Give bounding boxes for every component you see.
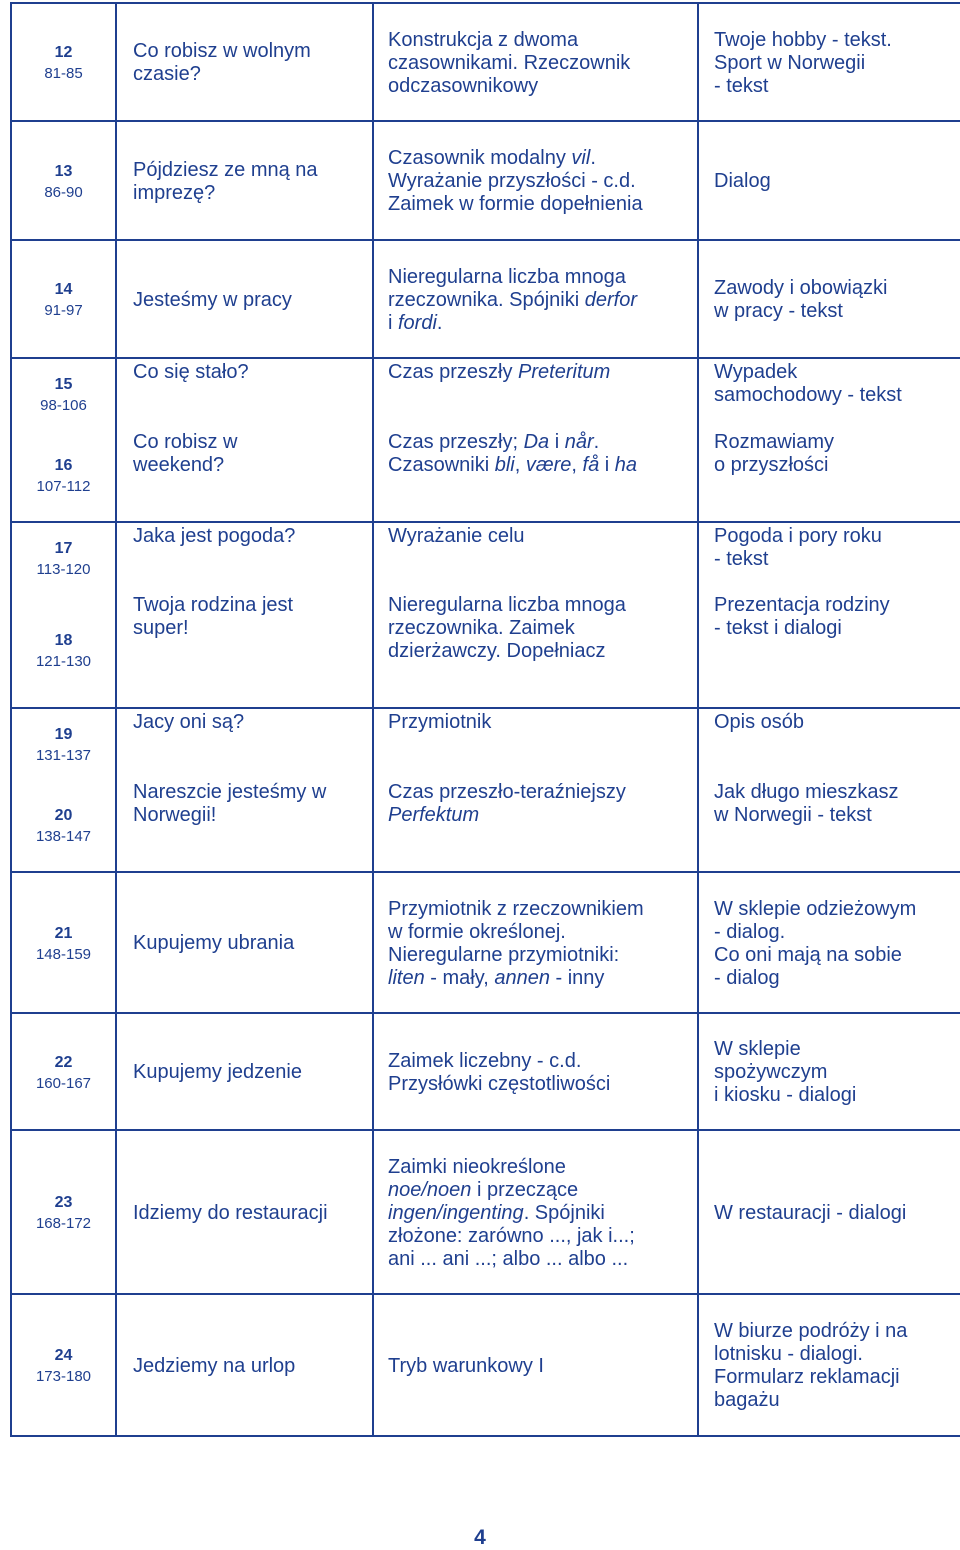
grammar-segment: ingen/ingenting [388,1201,524,1224]
lesson-title-text: Pójdziesz ze mną na imprezę? [133,158,318,204]
lesson-number [12,1338,115,1392]
grammar-topic [374,264,697,335]
cell-content [374,1131,697,1293]
communication-cell [698,121,960,240]
lesson-number-cell [11,240,116,358]
lesson-number [12,592,115,707]
grammar-topic [374,27,697,98]
cell-content [374,241,697,357]
lesson-number [12,523,115,592]
grammar-segment: Konstrukcja z dwoma czasownikami. Rzeczownik odczasownikowy [388,28,631,97]
page-range: 91-97 [44,302,83,319]
grammar-topic [374,1353,697,1378]
grammar-segment: Perfektum [388,804,480,826]
grammar-segment: Zaimek liczebny - c.d. Przysłówki częstotliwości [388,1049,611,1095]
grammar-topic [374,592,697,707]
lesson-row [11,358,960,522]
cell-content [12,1295,115,1435]
cell-content [374,1014,697,1129]
lesson-row [11,121,960,240]
cell-content [374,523,697,707]
communication-topic [699,1318,960,1412]
lesson-title [117,779,372,871]
lesson-title-cell [116,1294,373,1436]
grammar-segment: i [549,431,565,453]
lesson-row [11,708,960,872]
lesson-title-text: Kupujemy ubrania [133,932,295,954]
cell-content [374,1295,697,1435]
communication-cell [698,3,960,121]
lesson-title-cell [116,358,373,522]
grammar-segment: liten [388,966,425,989]
lesson-title [117,1059,372,1084]
cell-content [117,122,372,239]
grammar-segment: Czas przeszły; [388,431,524,453]
grammar-text [388,525,689,548]
lesson-title [117,523,372,592]
lesson-number-cell [11,3,116,121]
communication-topic [699,523,960,592]
lesson-number-text: 18 [54,631,73,649]
communication-text: Zawody i obowiązki w pracy - tekst [714,277,888,322]
lesson-number [12,359,115,429]
grammar-segment: når [564,431,594,453]
lesson-title-text: Jacy oni są? [133,711,245,733]
page-range: 98-106 [40,397,87,414]
page-number: 4 [474,1526,486,1549]
grammar-segment: Da [523,431,550,453]
lesson-title [117,930,372,955]
lesson-number-text: 13 [54,162,73,180]
lesson-title-cell [116,121,373,240]
grammar-cell [373,1294,698,1436]
grammar-text [388,431,689,477]
grammar-topic [374,779,697,871]
grammar-segment: annen [494,966,550,989]
lesson-number [12,1045,115,1099]
lesson-title-text: Co robisz w weekend? [133,431,238,476]
lesson-title [117,1200,372,1225]
lesson-row [11,872,960,1013]
cell-content [374,709,697,871]
communication-topic [699,1200,960,1225]
lesson-number-text: 21 [54,924,73,942]
lesson-number-text: 24 [54,1347,73,1364]
lesson-number [12,779,115,871]
lesson-title-cell [116,872,373,1013]
grammar-cell [373,3,698,121]
lesson-title-text: Jaka jest pogoda? [133,525,296,547]
communication-topic [699,359,960,429]
grammar-segment: Czasownik modalny [388,147,572,169]
grammar-segment: Przymiotnik [388,711,492,733]
grammar-cell [373,1013,698,1130]
grammar-segment: Przymiotnik z rzeczownikiem w formie określonej. Nieregularne przymiotniki: [388,897,644,966]
page-range: 107-112 [36,478,91,495]
grammar-segment: Zaimki nieokreślone [388,1155,566,1178]
grammar-segment: . Czasowniki [388,431,600,476]
grammar-segment: få [582,454,600,476]
cell-content [374,873,697,1012]
communication-text: W restauracji - dialogi [714,1201,907,1224]
page-range: 160-167 [35,1074,92,1092]
grammar-segment: Czas przeszło-teraźniejszy [388,781,626,803]
grammar-segment: Nieregularna liczba mnoga rzeczownika. Zaimek dzierżawczy. Dopełniacz [388,594,626,662]
grammar-segment: Preteritum [518,361,611,383]
lesson-title-cell [116,1013,373,1130]
communication-topic [699,896,960,990]
cell-content [12,1014,115,1129]
grammar-segment: i [599,454,615,476]
grammar-cell [373,121,698,240]
communication-cell [698,1130,960,1294]
grammar-text [388,1050,689,1096]
cell-content [117,1014,372,1129]
communication-text: Wypadek samochodowy - tekst [714,361,902,406]
lesson-title [117,38,372,86]
lesson-number [12,154,115,208]
lesson-title-cell [116,522,373,708]
cell-content [699,4,960,120]
table-of-contents [10,2,960,1437]
grammar-cell [373,522,698,708]
grammar-segment: , [571,454,583,476]
communication-cell [698,522,960,708]
cell-content [374,359,697,521]
grammar-cell [373,1130,698,1294]
grammar-text [388,898,689,990]
grammar-segment: - inny [549,966,605,989]
grammar-segment: - mały, [424,966,495,989]
page-range: 121-130 [35,652,92,670]
lesson-title-text: Jesteśmy w pracy [133,288,292,311]
communication-cell [698,708,960,872]
grammar-segment: , [514,454,526,476]
lesson-number-text: 23 [54,1194,73,1211]
page-range: 113-120 [36,560,91,578]
grammar-text [388,361,689,384]
grammar-segment: derfor [584,288,637,311]
cell-content [699,241,960,357]
cell-content [699,1014,960,1129]
lesson-title [117,592,372,707]
communication-topic [699,27,960,98]
lesson-title-text: Idziemy do restauracji [133,1201,328,1224]
cell-content [699,709,960,871]
grammar-text [388,781,689,827]
page-range: 168-172 [35,1215,92,1232]
grammar-segment: bli [494,454,515,476]
lesson-number-text: 14 [54,281,73,298]
grammar-segment: Wyrażanie celu [388,525,525,547]
communication-cell [698,1013,960,1130]
lesson-number [12,429,115,521]
grammar-text [388,29,689,98]
cell-content [12,523,115,707]
page-range: 131-137 [35,747,92,764]
grammar-topic [374,523,697,592]
communication-text: Pogoda i pory roku - tekst [714,525,882,570]
lesson-title-cell [116,240,373,358]
grammar-cell [373,708,698,872]
grammar-segment: . [436,311,443,334]
page-range: 138-147 [35,828,92,845]
lesson-title [117,157,372,205]
grammar-topic [374,1154,697,1271]
communication-text: W biurze podróży i na lotnisku - dialogi. Formularz reklamacji bagażu [714,1320,908,1411]
cell-content [117,1295,372,1435]
lesson-title-text: Kupujemy jedzenie [133,1061,302,1083]
lesson-title [117,359,372,429]
lesson-row [11,522,960,708]
lesson-title [117,429,372,521]
cell-content [699,122,960,239]
lesson-title-cell [116,1130,373,1294]
lesson-number-text: 15 [54,376,73,393]
page-range: 86-90 [44,183,83,201]
cell-content [117,709,372,871]
page-range: 148-159 [35,945,92,963]
grammar-segment: i przeczące [476,1178,579,1201]
communication-topic [699,779,960,871]
lesson-title-text: Twoja rodzina jest super! [133,594,294,639]
communication-text: Jak długo mieszkasz w Norwegii - tekst [714,781,899,826]
cell-content [12,122,115,239]
lesson-row [11,1013,960,1130]
cell-content [699,359,960,521]
lesson-number-text: 16 [54,457,73,474]
communication-cell [698,358,960,522]
grammar-text [388,594,689,663]
lesson-number [12,272,115,326]
lesson-number-cell [11,121,116,240]
lesson-number-text: 20 [54,807,73,824]
grammar-text [388,266,689,335]
communication-text: Rozmawiamy o przyszłości [714,431,835,476]
communication-cell [698,872,960,1013]
cell-content [699,873,960,1012]
grammar-text [388,147,689,216]
communication-topic [699,592,960,707]
lesson-title-cell [116,3,373,121]
communication-text: Opis osób [714,711,805,733]
grammar-cell [373,240,698,358]
communication-topic [699,709,960,779]
communication-text: Prezentacja rodziny - tekst i dialogi [714,594,890,639]
lesson-number [12,35,115,89]
cell-content [12,241,115,357]
lesson-title-cell [116,708,373,872]
grammar-text [388,1355,689,1378]
cell-content [699,1131,960,1293]
lesson-number-cell [11,872,116,1013]
grammar-text [388,1156,689,1271]
cell-content [699,523,960,707]
cell-content [117,873,372,1012]
lesson-number [12,1185,115,1239]
lesson-number-cell [11,358,116,522]
lesson-row [11,240,960,358]
communication-cell [698,1294,960,1436]
cell-content [117,4,372,120]
communication-text: Dialog [714,170,771,192]
communication-topic [699,429,960,521]
grammar-text [388,711,689,734]
lesson-number-text: 19 [54,726,73,743]
grammar-segment: noe/noen [388,1178,472,1201]
cell-content [117,359,372,521]
communication-topic [699,168,960,193]
grammar-segment: være [525,454,572,476]
lesson-number-cell [11,1130,116,1294]
lesson-number-cell [11,708,116,872]
grammar-topic [374,1048,697,1096]
communication-topic [699,1036,960,1107]
grammar-segment: ha [614,454,638,476]
communication-topic [699,275,960,323]
page-range: 173-180 [35,1368,92,1385]
lesson-row [11,1294,960,1436]
lesson-title-text: Co robisz w wolnym czasie? [133,40,311,85]
lesson-number-cell [11,522,116,708]
lesson-number-text: 12 [54,44,73,61]
lesson-row [11,3,960,121]
cell-content [12,1131,115,1293]
cell-content [117,241,372,357]
communication-text: W sklepie odzieżowym - dialog. Co oni mają na sobie - dialog [714,897,917,989]
grammar-segment: fordi [398,311,437,334]
lesson-title-text: Jedziemy na urlop [133,1354,296,1377]
grammar-topic [374,145,697,216]
lesson-number [12,709,115,779]
grammar-segment: vil [571,147,591,169]
cell-content [374,122,697,239]
grammar-segment: Czas przeszły [388,361,519,383]
grammar-topic [374,896,697,990]
grammar-topic [374,709,697,779]
cell-content [699,1295,960,1435]
cell-content [12,873,115,1012]
grammar-segment: . Wyrażanie przyszłości - c.d. Zaimek w formie dopełnienia [388,147,643,215]
cell-content [12,4,115,120]
cell-content [117,523,372,707]
cell-content [12,709,115,871]
grammar-segment: Nieregularna liczba mnoga rzeczownika. Spójniki [388,265,626,311]
lesson-title-text: Co się stało? [133,361,249,383]
grammar-segment: i [388,311,393,334]
grammar-segment: . Spójniki złożone: zarówno ..., jak i...; ani ... ani ...; albo ... albo ... [388,1201,635,1270]
lesson-title-text: Nareszcie jesteśmy w Norwegii! [133,781,327,826]
lesson-number-text: 22 [54,1053,73,1071]
communication-text: W sklepie spożywczym i kiosku - dialogi [714,1038,857,1106]
lesson-number [12,916,115,970]
grammar-topic [374,429,697,521]
page-range: 81-85 [44,65,83,82]
grammar-topic [374,359,697,429]
cell-content [374,4,697,120]
grammar-cell [373,358,698,522]
lesson-number-cell [11,1013,116,1130]
lesson-row [11,1130,960,1294]
communication-cell [698,240,960,358]
lesson-title [117,709,372,779]
lesson-title [117,287,372,312]
lesson-number-cell [11,1294,116,1436]
lesson-title [117,1353,372,1378]
communication-text: Twoje hobby - tekst. Sport w Norwegii - tekst [714,28,892,97]
cell-content [117,1131,372,1293]
grammar-segment: Tryb warunkowy I [388,1354,544,1377]
lesson-number-text: 17 [54,539,73,557]
grammar-cell [373,872,698,1013]
cell-content [12,359,115,521]
